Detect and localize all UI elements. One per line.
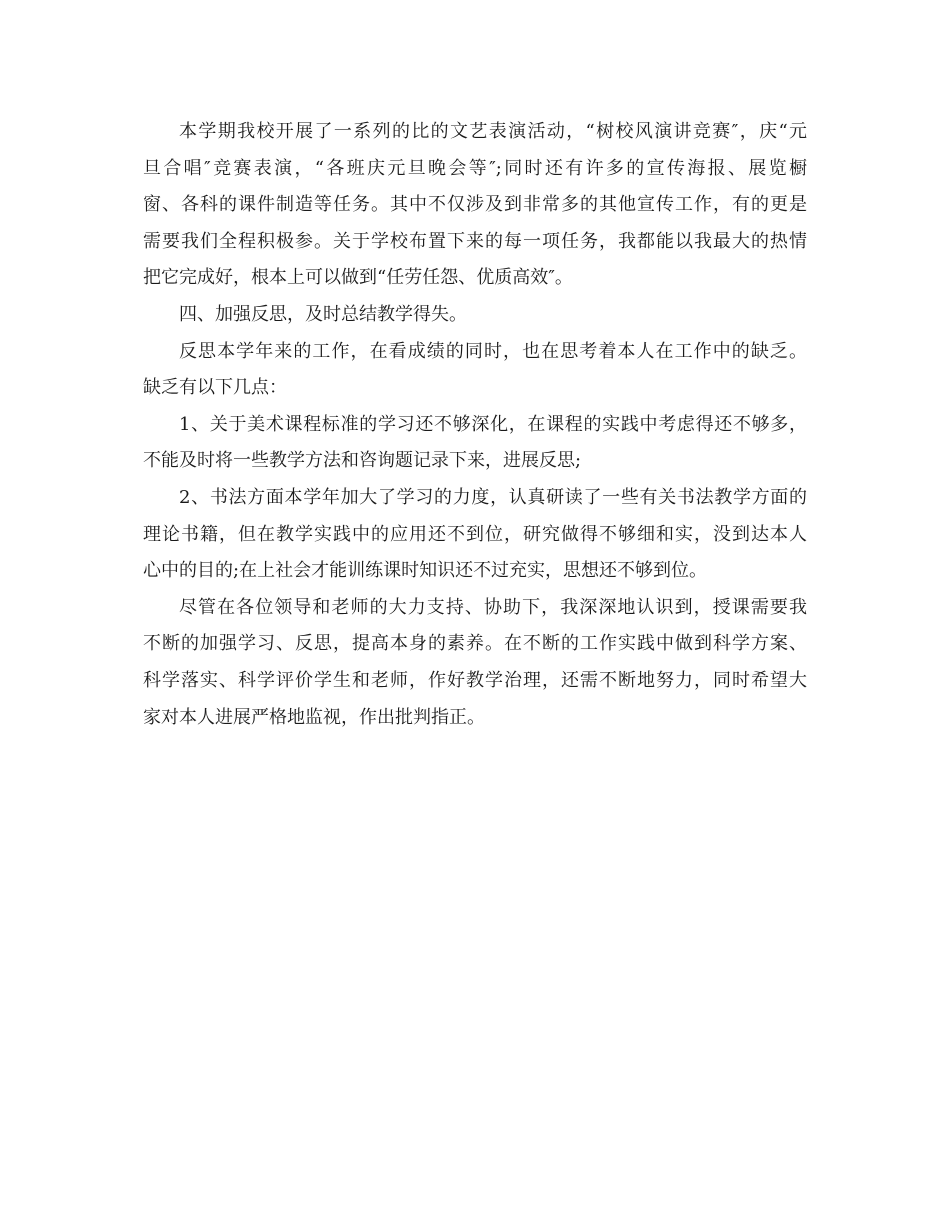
section-heading: 四、加强反思，及时总结教学得失。 (179, 303, 467, 325)
paragraph-line: 科学落实、科学评价学生和老师，作好教学治理，还需不断地努力，同时希望大 (143, 669, 807, 691)
paragraph-line: 反思本学年来的工作，在看成绩的同时，也在思考着本人在工作中的缺乏。 (179, 340, 807, 362)
paragraph-line: 把它完成好，根本上可以做到“任劳任怨、优质高效″。 (143, 267, 573, 289)
paragraph-line: 理论书籍，但在教学实践中的应用还不到位，研究做得不够细和实，没到达本人 (143, 523, 807, 545)
paragraph-line: 1、关于美术课程标准的学习还不够深化，在课程的实践中考虑得还不够多， (179, 413, 807, 435)
paragraph-line: 心中的目的;在上社会才能训练课时知识还不过充实，思想还不够到位。 (143, 560, 708, 582)
paragraph-line: 缺乏有以下几点： (143, 377, 287, 399)
paragraph-line: 不能及时将一些教学方法和咨询题记录下来，进展反思; (143, 450, 582, 472)
paragraph-line: 不断的加强学习、反思，提高本身的素养。在不断的工作实践中做到科学方案、 (143, 633, 807, 655)
paragraph-line: 尽管在各位领导和老师的大力支持、协助下，我深深地认识到，授课需要我 (179, 596, 807, 618)
paragraph-line: 窗、各科的课件制造等任务。其中不仅涉及到非常多的其他宣传工作，有的更是 (143, 194, 807, 216)
paragraph-line: 需要我们全程积极参。关于学校布置下来的每一项任务，我都能以我最大的热情 (143, 230, 807, 252)
paragraph-line: 本学期我校开展了一系列的比的文艺表演活动，“树校风演讲竞赛″，庆“元 (179, 121, 807, 142)
paragraph-line: 旦合唱″竞赛表演，“各班庆元旦晚会等″;同时还有许多的宣传海报、展览橱 (143, 157, 807, 179)
paragraph-line: 2、书法方面本学年加大了学习的力度，认真研读了一些有关书法教学方面的 (179, 486, 807, 508)
document-body (143, 114, 807, 736)
paragraph-line: 家对本人进展严格地监视，作出批判指正。 (143, 706, 485, 728)
